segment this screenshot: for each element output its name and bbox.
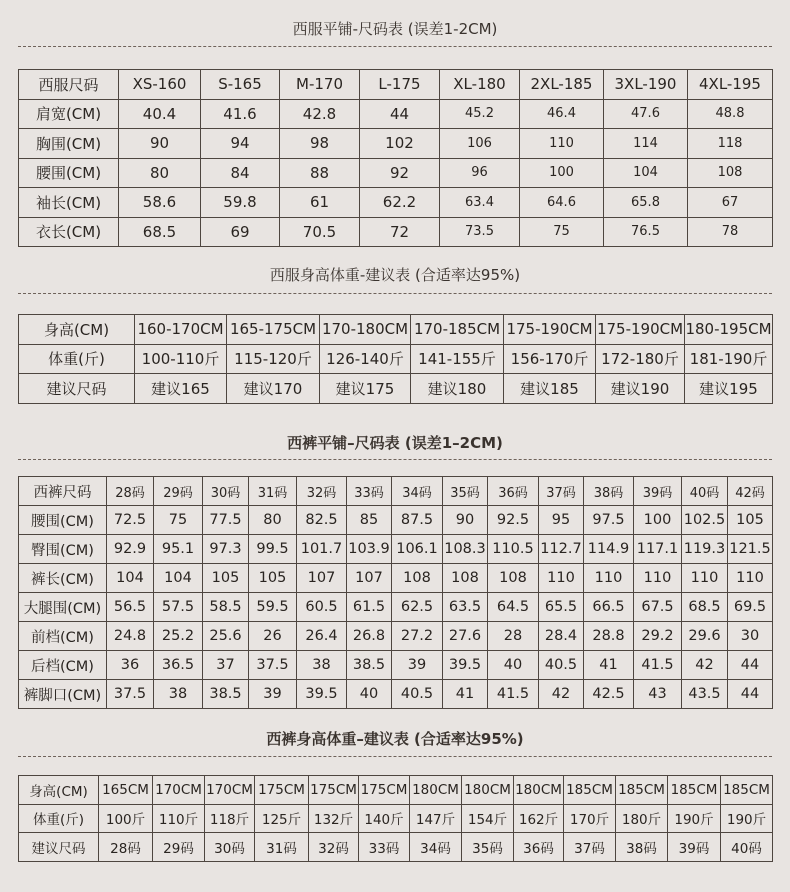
table-cell: 175CM [309,776,359,805]
table-cell: 104 [154,564,203,593]
table-cell: 108.3 [443,535,488,564]
row-label-cell: 建议尺码 [19,833,99,862]
table-cell: 31码 [255,833,309,862]
table-cell: 117.1 [634,535,682,564]
table-cell: 108 [688,158,773,188]
table-cell: 132斤 [309,804,359,833]
table-cell: 40 [488,651,539,680]
table-row [19,535,773,564]
table-cell: 115-120斤 [227,344,320,374]
table-cell: 160-170CM [135,315,227,345]
table-cell: 105 [728,506,773,535]
table-cell: 39.5 [443,651,488,680]
table-cell: 165-175CM [227,315,320,345]
column-header-cell: 28码 [107,477,154,506]
table-cell: 101.7 [297,535,347,564]
table-cell: 175CM [359,776,410,805]
table-cell: 67 [688,188,773,218]
table-cell: 58.5 [203,593,249,622]
table-cell: 95 [539,506,584,535]
table-cell: 62.5 [392,593,443,622]
column-header-cell: 3XL-190 [604,70,688,100]
table-cell: 27.2 [392,622,443,651]
table-cell: 58.6 [119,188,201,218]
table-cell: 84 [201,158,280,188]
table-cell: 28.8 [584,622,634,651]
table-cell: 43 [634,680,682,709]
table-cell: 97.3 [203,535,249,564]
pants-size-title: 西裤平铺–尺码表 (误差1–2CM) [287,434,503,452]
table-cell: 180CM [462,776,514,805]
table-cell: 125斤 [255,804,309,833]
table-cell: 64.5 [488,593,539,622]
table-cell: 97.5 [584,506,634,535]
table-cell: 185CM [564,776,616,805]
table-cell: 75 [154,506,203,535]
table-cell: 建议165 [135,374,227,404]
table-header-row [19,70,773,100]
row-label-cell: 肩宽(CM) [19,99,119,129]
table-row [19,158,773,188]
table-cell: 95.1 [154,535,203,564]
table-cell: 37.5 [107,680,154,709]
table-cell: 29.6 [682,622,728,651]
table-cell: 41.5 [488,680,539,709]
row-label-cell: 身高(CM) [19,776,99,805]
table-cell: 39 [249,680,297,709]
table-cell: 170斤 [564,804,616,833]
table-cell: 110 [682,564,728,593]
table-cell: 73.5 [440,217,520,247]
table-cell: 40码 [721,833,773,862]
row-label-cell: 大腿围(CM) [19,593,107,622]
suit-recommend-title: 西服身高体重-建议表 (合适率达95%) [269,266,521,284]
table-cell: 98 [280,129,360,159]
column-header-cell: 36码 [488,477,539,506]
table-cell: 165CM [99,776,153,805]
table-cell: 104 [107,564,154,593]
table-cell: 36码 [514,833,564,862]
table-cell: 110 [728,564,773,593]
table-row [19,99,773,129]
table-cell: 63.4 [440,188,520,218]
column-header-cell: S-165 [201,70,280,100]
table-cell: 32码 [309,833,359,862]
table-cell: 185CM [721,776,773,805]
column-header-cell: 34码 [392,477,443,506]
table-row [19,564,773,593]
table-cell: 110 [520,129,604,159]
table-cell: 77.5 [203,506,249,535]
table-cell: 26 [249,622,297,651]
table-cell: 104 [604,158,688,188]
row-label-cell: 体重(斤) [19,344,135,374]
table-cell: 110.5 [488,535,539,564]
table-cell: 61 [280,188,360,218]
table-cell: 建议185 [504,374,596,404]
table-cell: 76.5 [604,217,688,247]
table-cell: 185CM [668,776,721,805]
table-cell: 105 [249,564,297,593]
table-cell: 42.8 [280,99,360,129]
table-cell: 47.6 [604,99,688,129]
column-header-cell: 42码 [728,477,773,506]
suit-size-table [18,69,773,247]
row-label-cell: 建议尺码 [19,374,135,404]
table-cell: 38.5 [203,680,249,709]
table-row [19,833,773,862]
table-cell: 102.5 [682,506,728,535]
table-cell: 70.5 [280,217,360,247]
table-cell: 59.5 [249,593,297,622]
table-cell: 42.5 [584,680,634,709]
table-cell: 88 [280,158,360,188]
column-header-cell: 2XL-185 [520,70,604,100]
column-header-cell: XS-160 [119,70,201,100]
row-label-cell: 腰围(CM) [19,158,119,188]
table-cell: 107 [297,564,347,593]
table-cell: 29.2 [634,622,682,651]
table-cell: 44 [728,651,773,680]
table-cell: 24.8 [107,622,154,651]
table-cell: 99.5 [249,535,297,564]
column-header-cell: 4XL-195 [688,70,773,100]
table-cell: 190斤 [668,804,721,833]
table-cell: 170-180CM [320,315,411,345]
table-cell: 建议180 [411,374,504,404]
table-cell: 37 [203,651,249,680]
table-row [19,593,773,622]
table-cell: 65.5 [539,593,584,622]
table-cell: 100 [520,158,604,188]
table-cell: 140斤 [359,804,410,833]
table-cell: 28 [488,622,539,651]
table-cell: 38码 [616,833,668,862]
table-cell: 43.5 [682,680,728,709]
table-row [19,804,773,833]
table-cell: 41 [443,680,488,709]
table-cell: 72.5 [107,506,154,535]
table-cell: 92.9 [107,535,154,564]
column-header-cell: 35码 [443,477,488,506]
table-cell: 30码 [205,833,255,862]
table-cell: 162斤 [514,804,564,833]
table-cell: 45.2 [440,99,520,129]
table-cell: 114 [604,129,688,159]
row-label-cell: 裤长(CM) [19,564,107,593]
table-cell: 29码 [153,833,205,862]
table-cell: 57.5 [154,593,203,622]
table-cell: 90 [119,129,201,159]
table-cell: 39.5 [297,680,347,709]
table-cell: 141-155斤 [411,344,504,374]
divider-3 [18,459,772,460]
column-header-cell: 33码 [347,477,392,506]
table-cell: 56.5 [107,593,154,622]
table-cell: 180CM [410,776,462,805]
column-header-cell: 29码 [154,477,203,506]
divider-1 [18,46,772,47]
column-header-cell: 32码 [297,477,347,506]
table-cell: 106.1 [392,535,443,564]
row-label-cell: 腰围(CM) [19,506,107,535]
table-row [19,217,773,247]
table-row [19,315,773,345]
table-cell: 110 [584,564,634,593]
table-cell: 68.5 [119,217,201,247]
table-cell: 25.2 [154,622,203,651]
table-cell: 59.8 [201,188,280,218]
table-cell: 66.5 [584,593,634,622]
table-cell: 27.6 [443,622,488,651]
table-row [19,129,773,159]
table-cell: 170CM [153,776,205,805]
row-label-cell: 体重(斤) [19,804,99,833]
table-cell: 65.8 [604,188,688,218]
row-label-cell: 臀围(CM) [19,535,107,564]
table-cell: 64.6 [520,188,604,218]
row-label-cell: 裤脚口(CM) [19,680,107,709]
column-header-cell: L-175 [360,70,440,100]
table-cell: 82.5 [297,506,347,535]
table-row [19,680,773,709]
table-row [19,374,773,404]
table-cell: 41.5 [634,651,682,680]
table-cell: 39 [392,651,443,680]
table-cell: 175-190CM [596,315,685,345]
table-cell: 105 [203,564,249,593]
table-cell: 106 [440,129,520,159]
row-label-cell: 胸围(CM) [19,129,119,159]
table-cell: 118 [688,129,773,159]
table-cell: 170-185CM [411,315,504,345]
table-cell: 68.5 [682,593,728,622]
suit-recommend-table [18,314,773,404]
row-label-cell: 袖长(CM) [19,188,119,218]
table-cell: 108 [488,564,539,593]
table-cell: 126-140斤 [320,344,411,374]
row-label-cell: 西裤尺码 [19,477,107,506]
column-header-cell: M-170 [280,70,360,100]
table-cell: 175-190CM [504,315,596,345]
table-cell: 37.5 [249,651,297,680]
table-cell: 69.5 [728,593,773,622]
table-cell: 180CM [514,776,564,805]
table-cell: 119.3 [682,535,728,564]
table-row [19,188,773,218]
table-row [19,622,773,651]
table-cell: 108 [443,564,488,593]
table-cell: 100-110斤 [135,344,227,374]
table-row [19,344,773,374]
row-label-cell: 前档(CM) [19,622,107,651]
table-cell: 41.6 [201,99,280,129]
table-cell: 78 [688,217,773,247]
row-label-cell: 西服尺码 [19,70,119,100]
table-cell: 172-180斤 [596,344,685,374]
table-cell: 94 [201,129,280,159]
table-cell: 80 [119,158,201,188]
table-cell: 33码 [359,833,410,862]
table-cell: 42 [682,651,728,680]
table-cell: 180斤 [616,804,668,833]
table-cell: 38.5 [347,651,392,680]
table-cell: 44 [728,680,773,709]
table-cell: 80 [249,506,297,535]
column-header-cell: 37码 [539,477,584,506]
table-cell: 156-170斤 [504,344,596,374]
pants-recommend-title: 西裤身高体重–建议表 (合适率达95%) [266,730,524,748]
table-cell: 44 [360,99,440,129]
table-cell: 35码 [462,833,514,862]
table-cell: 69 [201,217,280,247]
table-cell: 36.5 [154,651,203,680]
table-cell: 建议175 [320,374,411,404]
table-cell: 110斤 [153,804,205,833]
pants-size-table [18,476,773,709]
table-cell: 28.4 [539,622,584,651]
table-cell: 25.6 [203,622,249,651]
table-cell: 63.5 [443,593,488,622]
column-header-cell: 31码 [249,477,297,506]
table-cell: 92.5 [488,506,539,535]
row-label-cell: 衣长(CM) [19,217,119,247]
table-cell: 39码 [668,833,721,862]
column-header-cell: 40码 [682,477,728,506]
table-cell: 170CM [205,776,255,805]
table-cell: 40 [347,680,392,709]
table-cell: 110 [539,564,584,593]
column-header-cell: XL-180 [440,70,520,100]
table-cell: 48.8 [688,99,773,129]
table-cell: 61.5 [347,593,392,622]
row-label-cell: 后档(CM) [19,651,107,680]
table-cell: 42 [539,680,584,709]
table-cell: 72 [360,217,440,247]
table-row [19,506,773,535]
table-cell: 85 [347,506,392,535]
table-cell: 96 [440,158,520,188]
table-cell: 100斤 [99,804,153,833]
table-cell: 121.5 [728,535,773,564]
table-cell: 181-190斤 [685,344,773,374]
table-cell: 60.5 [297,593,347,622]
table-cell: 185CM [616,776,668,805]
table-cell: 46.4 [520,99,604,129]
table-cell: 103.9 [347,535,392,564]
table-cell: 建议170 [227,374,320,404]
table-cell: 41 [584,651,634,680]
suit-size-title: 西服平铺-尺码表 (误差1-2CM) [292,20,498,38]
table-cell: 38 [297,651,347,680]
table-cell: 147斤 [410,804,462,833]
table-cell: 112.7 [539,535,584,564]
column-header-cell: 38码 [584,477,634,506]
table-row [19,651,773,680]
table-cell: 180-195CM [685,315,773,345]
table-cell: 114.9 [584,535,634,564]
table-cell: 34码 [410,833,462,862]
pants-recommend-table [18,775,773,862]
table-header-row [19,477,773,506]
table-cell: 建议190 [596,374,685,404]
table-cell: 190斤 [721,804,773,833]
table-cell: 28码 [99,833,153,862]
table-cell: 30 [728,622,773,651]
table-cell: 67.5 [634,593,682,622]
table-cell: 62.2 [360,188,440,218]
table-cell: 建议195 [685,374,773,404]
table-cell: 36 [107,651,154,680]
table-cell: 175CM [255,776,309,805]
table-cell: 37码 [564,833,616,862]
row-label-cell: 身高(CM) [19,315,135,345]
table-cell: 40.4 [119,99,201,129]
divider-2 [18,293,772,294]
table-cell: 38 [154,680,203,709]
table-cell: 108 [392,564,443,593]
table-cell: 75 [520,217,604,247]
table-cell: 110 [634,564,682,593]
table-row [19,776,773,805]
table-cell: 154斤 [462,804,514,833]
table-cell: 92 [360,158,440,188]
column-header-cell: 30码 [203,477,249,506]
table-cell: 40.5 [539,651,584,680]
table-cell: 118斤 [205,804,255,833]
table-cell: 40.5 [392,680,443,709]
table-cell: 26.4 [297,622,347,651]
divider-4 [18,756,772,757]
table-cell: 26.8 [347,622,392,651]
table-cell: 107 [347,564,392,593]
table-cell: 102 [360,129,440,159]
column-header-cell: 39码 [634,477,682,506]
table-cell: 87.5 [392,506,443,535]
table-cell: 90 [443,506,488,535]
table-cell: 100 [634,506,682,535]
